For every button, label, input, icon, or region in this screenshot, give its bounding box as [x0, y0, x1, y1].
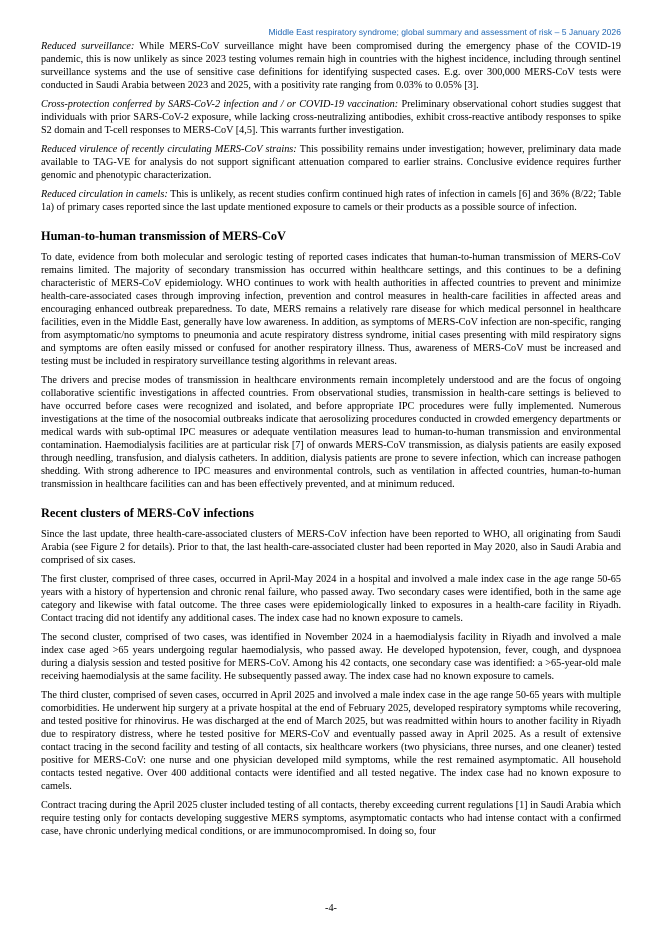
intro-text: This possibility remains under investigation; however, preliminary data made available to TAG-VE for analysis do not support significant attenuation compared to earlier strains. Conclusive evidence requires further genomic and phenotypic characterization.	[41, 144, 621, 181]
intro-lead: Reduced virulence of recently circulating MERS-CoV strains:	[41, 144, 297, 155]
intro-lead: Reduced surveillance:	[41, 41, 135, 52]
body-paragraph: Contract tracing during the April 2025 cluster included testing of all contacts, thereby exceeding current regulations [1] in Saudi Arabia which require testing only for contacts developing suggestive MERS symptoms, asymptomatic contacts who had intense contact with a confirmed case, have chronic underlying medical conditions, or are immunocompromised. In doing so, four	[41, 800, 621, 837]
running-header: Middle East respiratory syndrome; global summary and assessment of risk – 5 January 2026	[268, 27, 621, 37]
intro-paragraph	[41, 98, 621, 137]
intro-paragraph	[41, 143, 621, 182]
intro-lead: Reduced circulation in camels:	[41, 189, 168, 200]
intro-text: This is unlikely, as recent studies confirm continued high rates of infection in camels [6] and 36% (8/22; Table 1a) of primary cases reported since the last update mentioned exposure to camels or their products as a possible source of infection.	[41, 189, 621, 213]
page-number: -4-	[325, 903, 337, 914]
body-paragraph: Since the last update, three health-care-associated clusters of MERS-CoV infection have been reported to WHO, all originating from Saudi Arabia (see Figure 2 for details). Prior to that, the last health-care-associated cluster had been reported in May 2020, also in Saudi Arabia and comprised of six cases.	[41, 529, 621, 566]
body-paragraph: The first cluster, comprised of three cases, occurred in April-May 2024 in a hospital and involved a male index case in the age range 50-65 years with a history of hypertension and chronic renal failure, who passed away. Two secondary cases were identified, both in the same age category and likewise with fatal outcome. The three cases were epidemiologically linked to exposures in a health-care facility in Riyadh. Contact tracing did not identify any additional cases. The index case had no known exposure to camels.	[41, 574, 621, 624]
intro-text: Preliminary observational cohort studies suggest that individuals with prior SARS-CoV-2 exposure, while lacking cross-neutralizing antibodies, exhibit cross-reactive antibody responses to spike S2 domain and T-cell responses to MERS-CoV [4,5]. This warrants further investigation.	[41, 99, 621, 136]
intro-text: While MERS-CoV surveillance might have been compromised during the emergency phase of the COVID-19 pandemic, this is now unlikely as since 2023 testing volumes remain high in countries with the highest incidence, including through sentinel surveillance systems and the use of sensitive case definitions for identifying suspected cases. E.g. over 300,000 MERS-CoV tests were conducted in Saudi Arabia between 2023 and 2025, with a positivity rate ranging from 0.03% to 0.05% [3].	[41, 41, 621, 91]
intro-paragraph	[41, 40, 621, 92]
section-heading-clusters: Recent clusters of MERS-CoV infections	[41, 506, 254, 520]
section-heading-h2h: Human-to-human transmission of MERS-CoV	[41, 229, 286, 243]
body-paragraph: The second cluster, comprised of two cases, was identified in November 2024 in a haemodialysis facility in Riyadh and involved a male index case aged >65 years undergoing regular haemodialysis, who passed away. He developed hypotension, fever, cough, and dyspnoea during a dialysis session and tested positive for MERS-CoV. Among his 42 contacts, one secondary case was identified: a >65-year-old male receiving haemodialysis at the same facility. He subsequently passed away. The index case had no known exposure to camels.	[41, 632, 621, 682]
body-paragraph: The drivers and precise modes of transmission in healthcare environments remain incompletely understood and are the focus of ongoing collaborative scientific investigations in affected countries. From observational studies, transmission in health-care settings is believed to have occurred before cases were recognized and isolated, and before appropriate IPC procedures were fully implemented. Numerous investigations at the time of the nosocomial outbreaks indicate that aerosolizing procedures conducted in crowded emergency departments or medical wards with sub-optimal IPC measures or adequate ventilation measures lead to human-to-human transmission and environmental contamination. Haemodialysis facilities are at particular risk [7] of onwards MERS-CoV transmission, as dialysis patients are easily exposed through needling, transfusion, and dialysis catheters. In addition, dialysis patients are prone to severe infection, which can increase pathogen shedding. With strong adherence to IPC measures and environmental controls, such as ventilation in affected countries, human-to-human transmission in healthcare facilities can and has been effectively prevented, and at minimum reduced.	[41, 375, 621, 490]
document-body	[41, 40, 621, 844]
body-paragraph: The third cluster, comprised of seven cases, occurred in April 2025 and involved a male index case in the age range 50-65 years with multiple comorbidities. He underwent hip surgery at a private hospital at the end of February 2025, developed respiratory symptoms while recovering, and tested positive for rhinovirus. He was discharged at the end of March 2025, but was readmitted within hours to another facility in Riyadh due to respiratory distress, where he tested positive for MERS-CoV and eventually passed away in April 2025. As a result of extensive contact tracing in the second facility and testing of all contacts, six healthcare workers (two physicians, three nurses, and one cleaner) tested positive for MERS-CoV: one nurse and one physician developed mild symptoms, while the rest remained asymptomatic. All household contacts tested negative. Over 400 additional contacts were identified and all tested negative. The index case had no known exposure to camels.	[41, 690, 621, 792]
intro-lead: Cross-protection conferred by SARS-CoV-2 infection and / or COVID-19 vaccination:	[41, 99, 399, 110]
intro-paragraph	[41, 188, 621, 214]
body-paragraph: To date, evidence from both molecular and serologic testing of reported cases indicates that human-to-human transmission of MERS-CoV remains limited. The majority of secondary transmission has occurred within healthcare settings, and this continues to be a defining characteristic of MERS-CoV epidemiology. WHO continues to work with health authorities in affected countries to prevent and minimize health-care-associated cases through improving infection, prevention and control measures in health-care facilities in affected areas and encouraging enhanced outbreak preparedness. To date, MERS remains a relatively rare disease for which medical personnel in healthcare facilities, even in the Middle East, generally have low awareness. In addition, as symptoms of MERS-CoV infection are non-specific, ranging from asymptomatic/no symptoms to pneumonia and acute respiratory distress syndrome, initial cases presenting with mild respiratory signs and symptoms are often easily missed or confused for another respiratory illness. Thus, awareness of MERS-CoV must be increased and testing must be included in respiratory surveillance testing algorithms in relevant areas.	[41, 252, 621, 367]
